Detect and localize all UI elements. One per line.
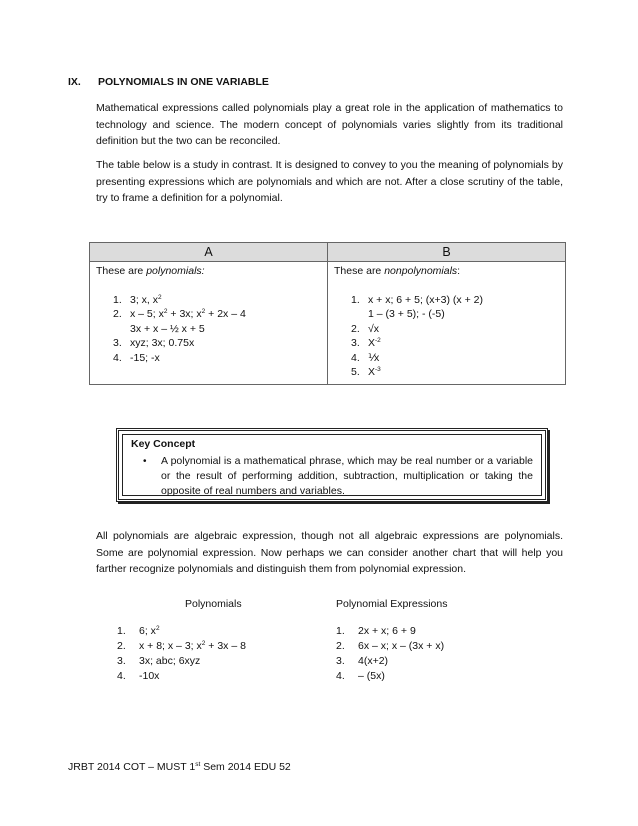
item-text: 3; x, x	[130, 293, 159, 306]
item-number: 5.	[351, 366, 360, 378]
item-text: + 3x; x	[167, 308, 202, 320]
list-item	[96, 307, 321, 336]
item-text: 2x + x; 6 + 9	[358, 625, 416, 637]
column-b-intro-emphasis: nonpolynomials	[384, 265, 458, 277]
item-number: 2.	[117, 640, 126, 652]
polynomial-contrast-table	[89, 242, 566, 385]
column-b-intro	[334, 264, 559, 279]
item-text-continued: 1 – (3 + 5); - (-5)	[368, 308, 445, 320]
key-concept-text: A polynomial is a mathematical phrase, which may be real number or a variable or the result of performing addition, subtraction, multiplication or taking the opposite of real numbers and variables.	[161, 455, 533, 497]
item-number: 4.	[336, 670, 345, 682]
footer-text: JRBT 2014 COT – MUST 1	[68, 761, 196, 773]
polynomial-expressions-column-title: Polynomial Expressions	[336, 598, 448, 610]
superscript: -3	[375, 366, 381, 373]
item-number: 2.	[351, 322, 360, 335]
superscript: 2	[201, 640, 206, 647]
intro-paragraph: Mathematical expressions called polynomials play a great role in the application of mathematics to technology and science. The modern concept of polynomials varies slightly from its traditional definition but the two can be reconciled.	[96, 102, 563, 147]
key-concept-box	[116, 428, 548, 502]
list-item	[96, 351, 321, 366]
item-number: 2.	[113, 308, 122, 320]
item-text: X	[368, 366, 376, 378]
column-a-header: A	[90, 243, 328, 262]
item-text: √x	[368, 322, 380, 335]
list-item	[334, 336, 559, 351]
item-text: 6x – x; x – (3x + x)	[358, 640, 445, 652]
section-heading	[68, 76, 269, 88]
item-number: 3.	[113, 337, 122, 349]
column-b-intro-text: These are	[334, 265, 385, 277]
item-text: 4(x+2)	[358, 655, 389, 667]
list-item	[96, 336, 321, 351]
item-number: 1.	[117, 625, 126, 637]
list-item	[336, 639, 444, 654]
column-a-cell	[90, 262, 328, 385]
item-text: + 2x – 4	[205, 308, 246, 320]
item-text: xyz; 3x; 0.75x	[130, 337, 195, 349]
item-number: 4.	[117, 670, 126, 682]
superscript: 2	[158, 293, 162, 301]
item-text: X	[368, 337, 376, 349]
item-text: x + x; 6 + 5; (x+3) (x + 2)	[368, 293, 483, 306]
superscript: -2	[375, 337, 381, 344]
column-a-intro-text: These are	[96, 265, 147, 277]
item-text: ⅟x	[368, 351, 380, 364]
item-text: -15; -x	[130, 351, 160, 364]
column-b-header: B	[328, 243, 566, 262]
footer-superscript: st	[195, 761, 201, 768]
key-concept-text-block	[143, 454, 533, 499]
bullet-icon: •	[143, 456, 147, 467]
list-item	[336, 669, 444, 684]
item-text-continued: 3x + x – ½ x + 5	[130, 322, 205, 335]
superscript: 2	[155, 625, 160, 632]
section-number: IX.	[68, 76, 81, 88]
item-text: + 3x – 8	[205, 640, 246, 652]
list-item	[117, 624, 246, 639]
list-item	[96, 293, 321, 308]
polynomials-column-title: Polynomials	[185, 598, 242, 610]
item-number: 1.	[336, 625, 345, 637]
superscript: 2	[163, 308, 168, 315]
page-footer	[68, 761, 291, 773]
item-text: x + 8; x – 3; x	[139, 640, 202, 652]
key-concept-inner-frame	[122, 434, 542, 496]
polynomials-list	[96, 293, 321, 366]
section-title: POLYNOMIALS IN ONE VARIABLE	[98, 76, 269, 88]
polynomial-expressions-chart-list	[336, 624, 444, 684]
item-number: 2.	[336, 640, 345, 652]
item-text: – (5x)	[358, 670, 385, 682]
item-number: 1.	[351, 293, 360, 306]
list-item	[117, 669, 246, 684]
column-a-intro-emphasis: polynomials:	[146, 265, 205, 277]
item-number: 4.	[113, 351, 122, 364]
column-b-cell	[328, 262, 566, 385]
item-number: 3.	[351, 337, 360, 349]
polynomials-chart-list	[117, 624, 246, 684]
item-number: 3.	[117, 655, 126, 667]
column-b-intro-suffix: :	[457, 265, 461, 277]
column-a-intro	[96, 264, 321, 279]
key-concept-title: Key Concept	[131, 438, 196, 450]
list-item	[336, 654, 444, 669]
superscript: 2	[201, 308, 206, 315]
list-item	[117, 654, 246, 669]
item-text: 6; x	[139, 625, 156, 637]
chart-intro-paragraph: All polynomials are algebraic expression, though not all algebraic expressions are polynomials. Some are polynomial expression. Now perhaps we can consider another chart that will help you farther recognize polynomials and distinguish them from polynomial expression.	[96, 530, 563, 575]
list-item	[334, 293, 559, 322]
list-item	[336, 624, 444, 639]
item-text: -10x	[139, 670, 160, 682]
item-number: 3.	[336, 655, 345, 667]
footer-text-continued: Sem 2014 EDU 52	[200, 761, 291, 773]
item-text: x – 5; x	[130, 308, 164, 320]
list-item	[117, 639, 246, 654]
table-intro-paragraph: The table below is a study in contrast. It is designed to convey to you the meaning of polynomials by presenting expressions which are polynomials and which are not. After a close scrutiny of the table, try to frame a definition for a polynomial.	[96, 159, 563, 204]
item-text: 3x; abc; 6xyz	[139, 655, 201, 667]
item-number: 1.	[113, 293, 122, 306]
list-item	[334, 351, 559, 366]
nonpolynomials-list	[334, 293, 559, 380]
item-number: 4.	[351, 351, 360, 364]
list-item	[334, 322, 559, 337]
list-item	[334, 365, 559, 380]
